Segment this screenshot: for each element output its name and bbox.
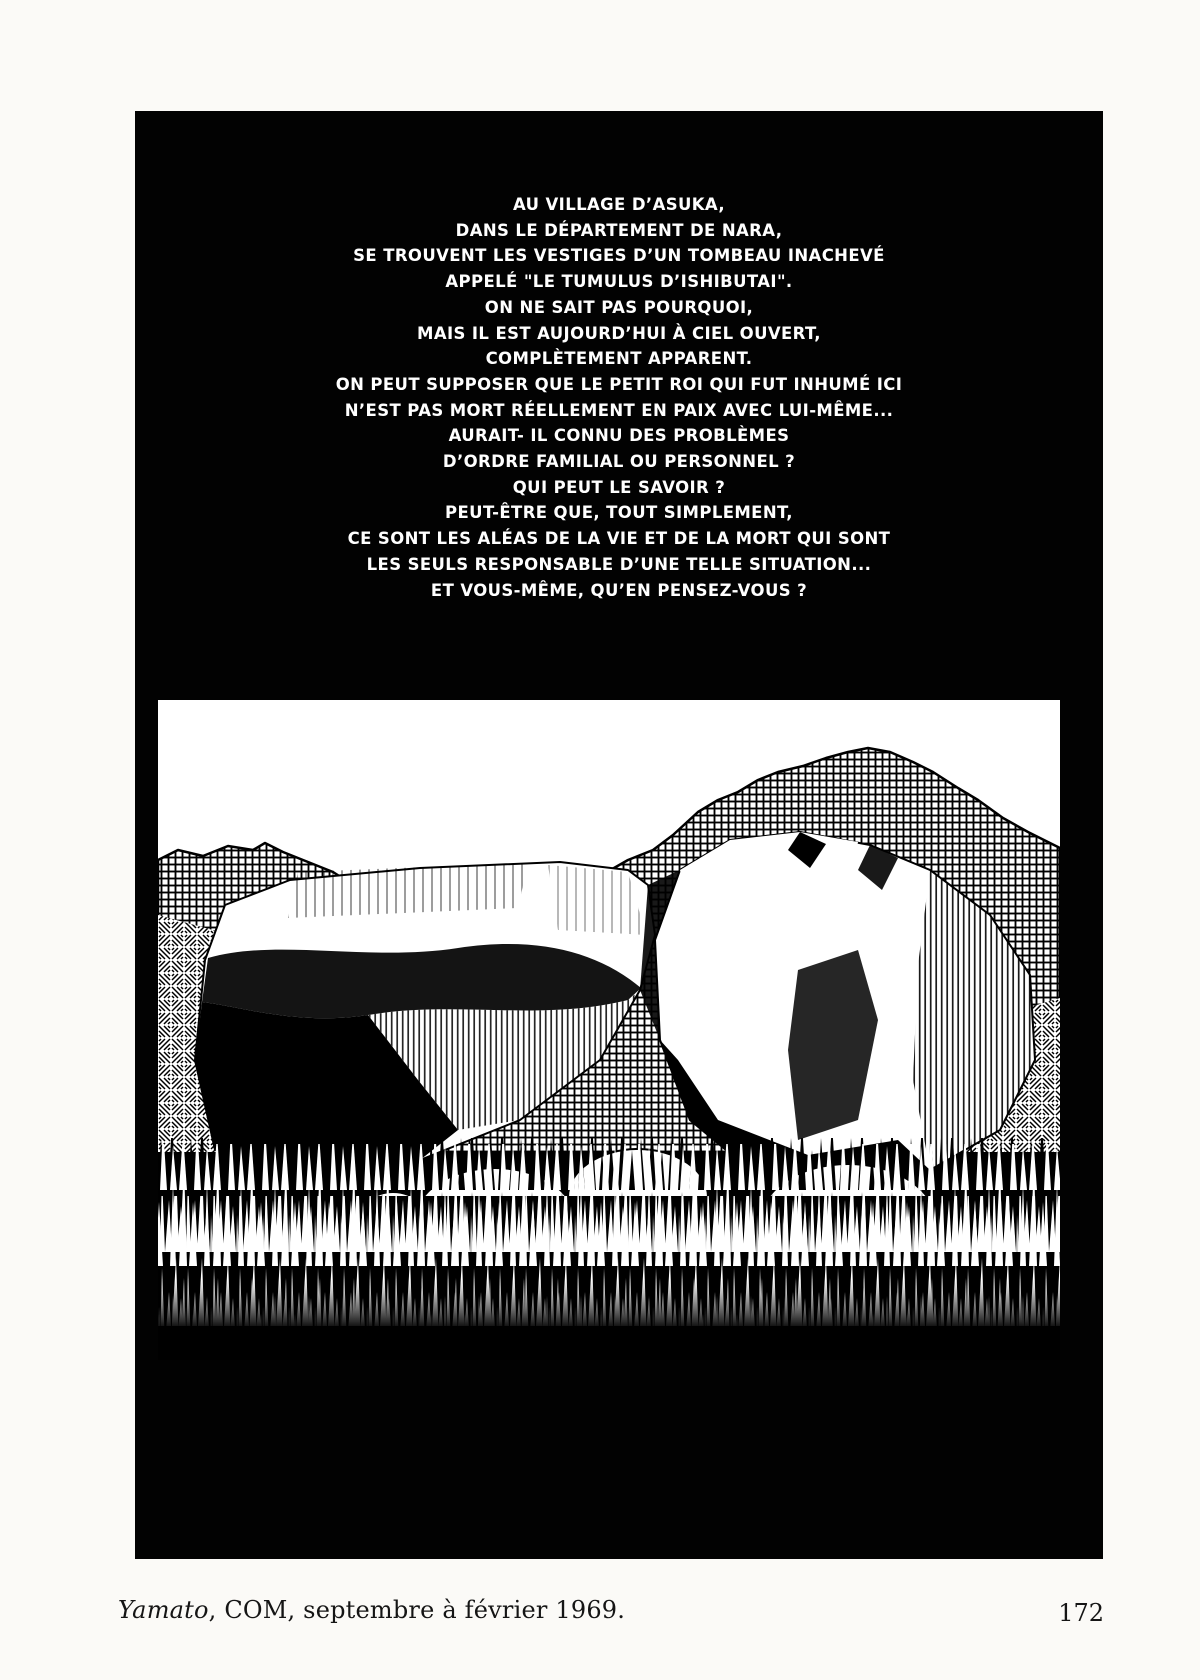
ishibutai-illustration [158,700,1060,1360]
comic-panel [135,111,1103,1559]
narration-line: QUI PEUT LE SAVOIR ? [512,477,726,498]
narration-line: AURAIT- IL CONNU DES PROBLÈMES [448,426,790,447]
narration-line: PEUT-ÊTRE QUE, TOUT SIMPLEMENT, [445,503,793,524]
narration-line: APPELÉ "LE TUMULUS D’ISHIBUTAI". [445,272,793,293]
narration-line: SE TROUVENT LES VESTIGES D’UN TOMBEAU INACHEVÉ [353,246,885,267]
caption-detail: , COM, septembre à février 1969. [208,1596,626,1624]
narration-line: ON PEUT SUPPOSER QUE LE PETIT ROI QUI FUT INHUMÉ ICI [335,374,903,395]
narration-line: CE SONT LES ALÉAS DE LA VIE ET DE LA MORT QUI SONT [347,529,891,550]
narration-line: MAIS IL EST AUJOURD’HUI À CIEL OUVERT, [417,323,821,344]
grass-foreground [158,1138,1060,1360]
narration-line: COMPLÈTEMENT APPARENT. [485,349,753,370]
narration-line: AU VILLAGE D’ASUKA, [512,195,726,215]
narration-line: ET VOUS-MÊME, QU’EN PENSEZ-VOUS ? [430,580,808,601]
caption-work-title: Yamato [118,1596,209,1624]
narration-line: LES SEULS RESPONSABLE D’UNE TELLE SITUATION... [366,554,872,575]
narration-line: N’EST PAS MORT RÉELLEMENT EN PAIX AVEC LUI-MÊME... [344,400,894,421]
narration-block [150,193,1089,604]
narration-line: DANS LE DÉPARTEMENT DE NARA, [455,220,783,241]
narration-line: D’ORDRE FAMILIAL OU PERSONNEL ? [442,452,796,473]
page-number: 172 [1058,1599,1104,1627]
source-caption [118,1596,625,1624]
narration-line: ON NE SAIT PAS POURQUOI, [484,297,754,318]
